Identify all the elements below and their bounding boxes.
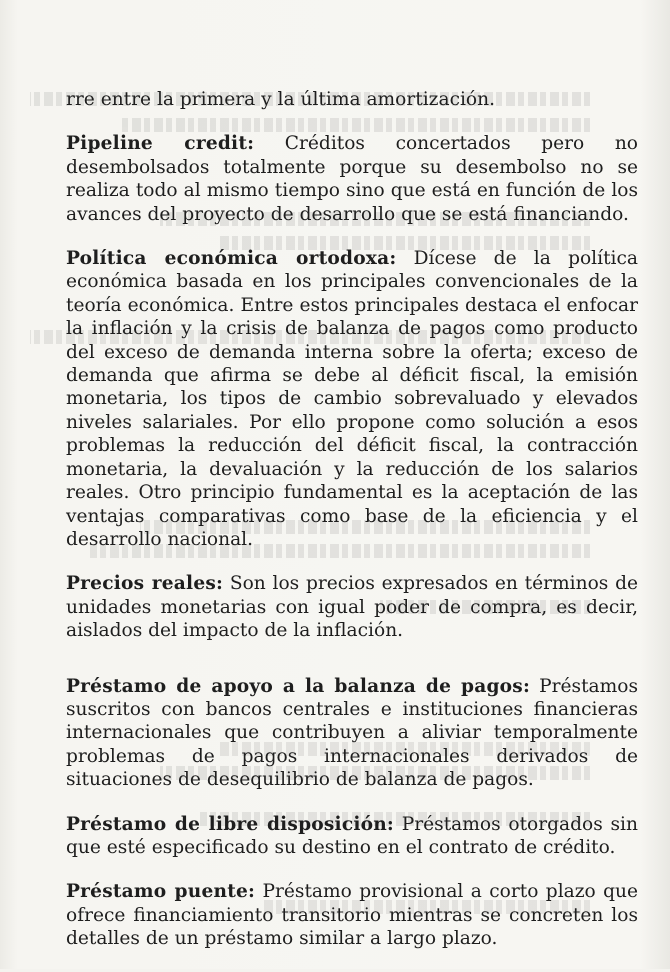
glossary-entry-prestamo-apoyo-balanza — [66, 675, 638, 792]
entry-definition: Dícese de la política económica basada en los principales convencionales de la teoría económica. Entre estos principales destaca el enfocar la inflación y la crisis de balanza de pagos como producto del exceso de demanda interna sobre la oferta; exceso de demanda que afirma se debe al déficit fiscal, la emisión monetaria, los tipos de cambio sobrevaluado y elevados niveles salariales. Por ello propone como solución a esos problemas la reducción del déficit fiscal, la contracción monetaria, la devaluación y la reducción de los salarios reales. Otro principio fundamental es la aceptación de las ventajas comparativas como base de la eficiencia y el desarrollo nacional. — [66, 248, 638, 550]
glossary-entry-prestamo-puente — [66, 880, 638, 950]
entry-definition: Préstamos otorgados sin que esté especificado su destino en el contrato de crédito. — [66, 813, 638, 858]
entry-term: Precios reales: — [66, 573, 224, 595]
glossary-entry-pipeline-credit — [66, 132, 638, 226]
glossary-entry-politica-economica-ortodoxa — [66, 247, 638, 551]
entry-definition: Créditos concertados pero no desembolsados totalmente porque su desembolso no se realiza todo al mismo tiempo sino que está en función de los avances del proyecto de desarrollo que se está financiando. — [66, 133, 639, 225]
glossary-entry-prestamo-libre-disposicion — [66, 813, 638, 860]
glossary-body — [66, 88, 638, 972]
entry-definition: Préstamos suscritos con bancos centrales e instituciones financieras internacionales que contribuyen a aliviar temporalmente problemas de pagos internacionales derivados de situaciones de desequilibrio de balanza de pagos. — [66, 675, 638, 791]
continued-text: rre entre la primera y la última amortización. — [66, 89, 496, 110]
entry-term: Préstamo de apoyo a la balanza de pagos: — [66, 675, 531, 697]
entry-term: Pipeline credit: — [66, 133, 255, 155]
entry-definition: Son los precios expresados en términos de unidades monetarias con igual poder de compra, es decir, aislados del impacto de la inflación. — [66, 573, 638, 642]
glossary-entry-precios-reales — [66, 572, 638, 642]
entry-term: Préstamo puente: — [66, 881, 256, 903]
entry-definition: Préstamo provisional a corto plazo que ofrece financiamiento transitorio mientras se concreten los detalles de un préstamo similar a largo plazo. — [66, 881, 638, 950]
entry-term: Préstamo de libre disposición: — [66, 813, 394, 835]
entry-term: Política económica ortodoxa: — [66, 248, 397, 270]
continued-paragraph — [66, 88, 638, 111]
